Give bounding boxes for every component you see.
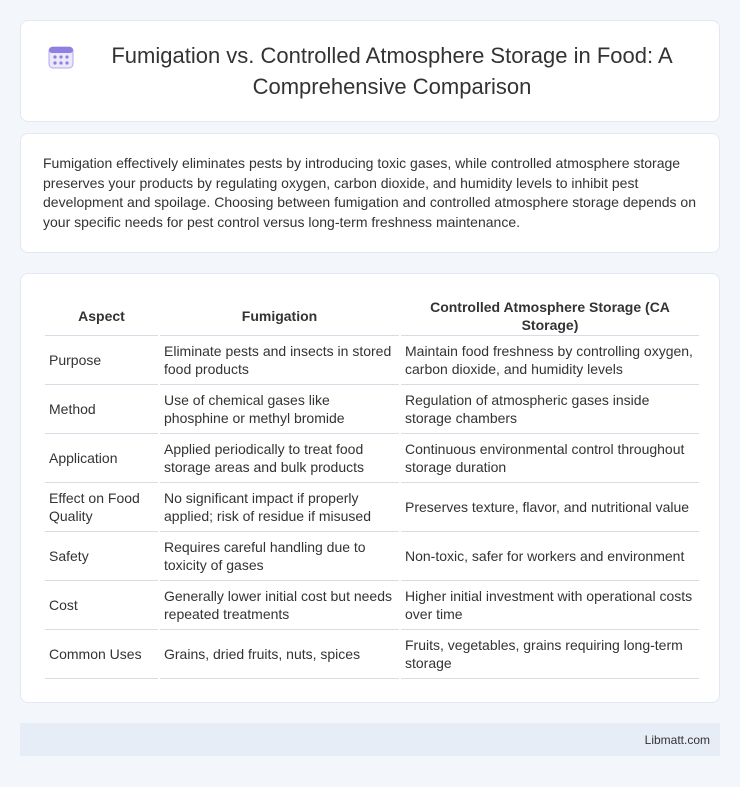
cell-ca-storage: Fruits, vegetables, grains requiring long-term storage [401, 630, 699, 679]
cell-aspect: Safety [45, 532, 158, 581]
cell-ca-storage: Higher initial investment with operational costs over time [401, 581, 699, 630]
cell-ca-storage: Non-toxic, safer for workers and environment [401, 532, 699, 581]
comparison-table-card [20, 273, 720, 703]
cell-fumigation: Use of chemical gases like phosphine or methyl bromide [160, 385, 399, 434]
cell-aspect: Purpose [45, 336, 158, 385]
cell-aspect: Cost [45, 581, 158, 630]
cell-fumigation: No significant impact if properly applied; risk of residue if misused [160, 483, 399, 532]
table-row [45, 581, 699, 630]
cell-fumigation: Applied periodically to treat food storage areas and bulk products [160, 434, 399, 483]
header-ca-storage: Controlled Atmosphere Storage (CA Storage) [401, 296, 699, 336]
footer-bar [20, 723, 720, 756]
cell-ca-storage: Preserves texture, flavor, and nutritional value [401, 483, 699, 532]
cell-fumigation: Generally lower initial cost but needs repeated treatments [160, 581, 399, 630]
table-row [45, 385, 699, 434]
cell-ca-storage: Continuous environmental control throughout storage duration [401, 434, 699, 483]
title-card [20, 20, 720, 122]
cell-fumigation: Grains, dried fruits, nuts, spices [160, 630, 399, 679]
cell-aspect: Application [45, 434, 158, 483]
header-fumigation: Fumigation [160, 296, 399, 336]
title-row [48, 40, 692, 102]
comparison-table [43, 296, 701, 679]
cell-ca-storage: Maintain food freshness by controlling oxygen, carbon dioxide, and humidity levels [401, 336, 699, 385]
header-aspect: Aspect [45, 296, 158, 336]
table-row [45, 434, 699, 483]
table-row [45, 532, 699, 581]
table-row [45, 336, 699, 385]
table-header-row [45, 296, 699, 336]
table-row [45, 630, 699, 679]
intro-paragraph: Fumigation effectively eliminates pests by introducing toxic gases, while controlled atmosphere storage preserves your products by regulating oxygen, carbon dioxide, and humidity levels to inhibit pest development and spoilage. Choosing between fumigation and controlled atmosphere storage depends on your specific needs for pest control versus long-term freshness maintenance. [43, 155, 697, 230]
cell-aspect: Method [45, 385, 158, 434]
cell-fumigation: Eliminate pests and insects in stored food products [160, 336, 399, 385]
intro-card [20, 133, 720, 253]
table-row [45, 483, 699, 532]
cell-ca-storage: Regulation of atmospheric gases inside storage chambers [401, 385, 699, 434]
cell-aspect: Effect on Food Quality [45, 483, 158, 532]
page-title: Fumigation vs. Controlled Atmosphere Storage in Food: A Comprehensive Comparison [111, 43, 673, 99]
cell-aspect: Common Uses [45, 630, 158, 679]
footer-site-link[interactable]: Libmatt.com [644, 732, 710, 747]
cell-fumigation: Requires careful handling due to toxicity of gases [160, 532, 399, 581]
calendar-icon [48, 44, 74, 70]
